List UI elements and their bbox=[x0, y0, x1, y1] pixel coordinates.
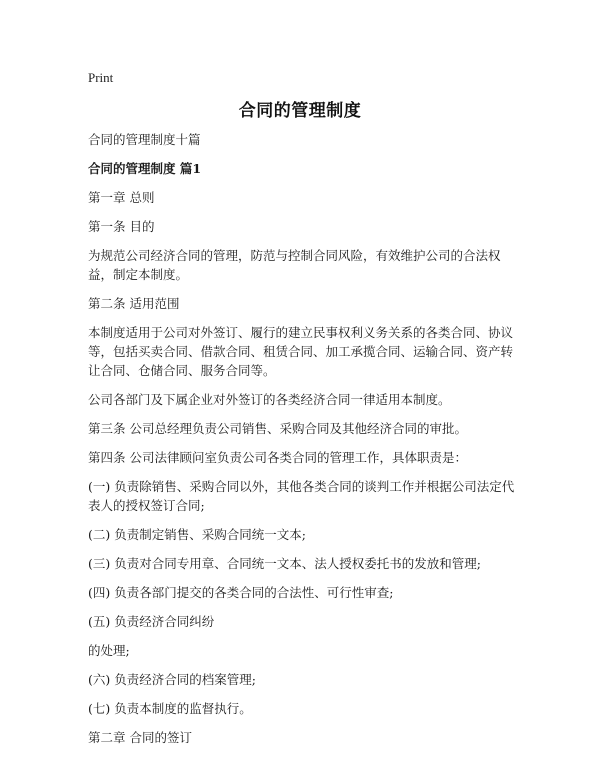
chapter-heading: 第一章 总则 bbox=[88, 190, 155, 205]
list-item: (七) 负责本制度的监督执行。 bbox=[88, 701, 252, 716]
chapter-heading: 第二章 合同的签订 bbox=[88, 730, 192, 745]
paragraph: 公司各部门及下属企业对外签订的各类经济合同一律适用本制度。 bbox=[88, 392, 451, 407]
list-item: (三) 负责对合同专用章、合同统一文本、法人授权委托书的发放和管理; bbox=[88, 556, 481, 571]
paragraph: 本制度适用于公司对外签订、履行的建立民事权利义务关系的各类合同、协议等，包括买卖合同、借款合同、租赁合同、加工承揽合同、运输合同、资产转让合同、仓储合同、服务合同等。 bbox=[88, 325, 514, 378]
list-item: (四) 负责各部门提交的各类合同的合法性、可行性审查; bbox=[88, 585, 394, 600]
list-item-continuation: 的处理; bbox=[88, 643, 130, 658]
list-item: (一) 负责除销售、采购合同以外，其他各类合同的谈判工作并根据公司法定代表人的授权签订合同; bbox=[88, 479, 515, 513]
section-heading: 合同的管理制度 篇1 bbox=[88, 161, 202, 176]
paragraph: 第三条 公司总经理负责公司销售、采购合同及其他经济合同的审批。 bbox=[88, 421, 467, 436]
print-link[interactable]: Print bbox=[88, 70, 114, 85]
document-body bbox=[88, 130, 520, 757]
paragraph: 第四条 公司法律顾问室负责公司各类合同的管理工作，具体职责是： bbox=[88, 450, 467, 465]
article-heading: 第二条 适用范围 bbox=[88, 296, 180, 311]
doc-subtitle: 合同的管理制度十篇 bbox=[88, 132, 201, 147]
list-item: (六) 负责经济合同的档案管理; bbox=[88, 672, 256, 687]
list-item: (五) 负责经济合同纠纷 bbox=[88, 614, 215, 629]
article-heading: 第一条 目的 bbox=[88, 219, 155, 234]
list-item: (二) 负责制定销售、采购合同统一文本; bbox=[88, 527, 306, 542]
page-title: 合同的管理制度 bbox=[238, 101, 362, 121]
paragraph: 为规范公司经济合同的管理，防范与控制合同风险，有效维护公司的合法权益，制定本制度。 bbox=[88, 248, 501, 282]
